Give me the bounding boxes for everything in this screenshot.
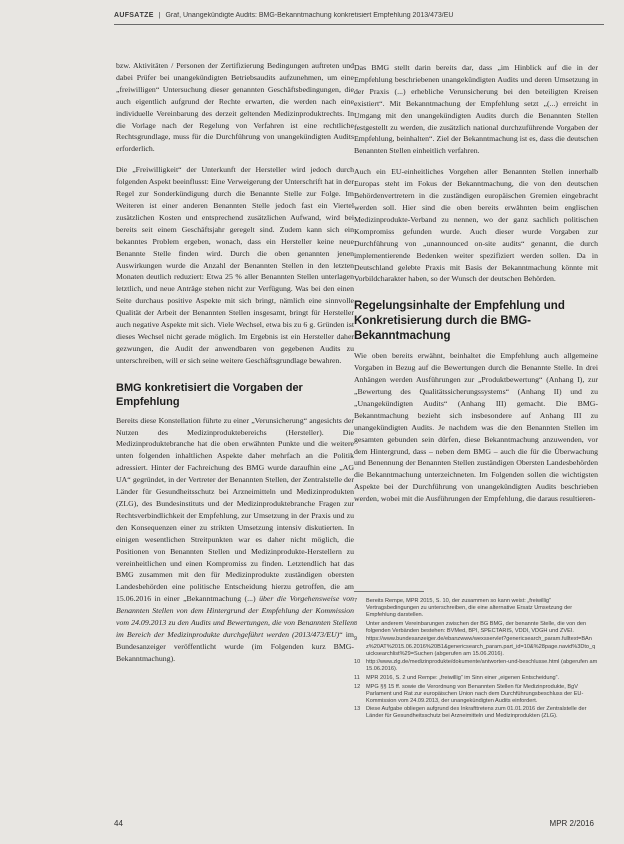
footnote-link[interactable]: http://www.zlg.de/medizinprodukte/dokumente/antworten-und-beschlusse.html (abgerufen am 15.06.2016). (366, 659, 598, 673)
left-paragraph-2: Die „Freiwilligkeit“ der Unterkunft der Hersteller wird jedoch durch folgenden Aspekt beeinflusst: Eine Verweigerung der Unterschrift hat in der Regel zur Sonderkündigung durch die Benannte Stelle zur Folge. Im Weiteren ist einer anderen Benannten Stelle jedoch fast ein Viertel zusätzlichen Kosten und entsprechend zusätzlichen Aufwand, wird bei bereits seit einem Geschäftsjahr geregelt sind. Zudem kann sich ein bekanntes Problem ergeben, wonach, dass ein Hersteller keine neue Benannte Stelle finden wird. Durch die oben genannten jenen Auswirkungen wurde die Anzahl der Benannten Stellen in den letzten Monaten deutlich reduziert: Etwa 25 % aller Benannten Stellen unterlagen letztlich, und neue Anträge stehen nicht zur Verfügung. Was bei den einen Seite durchaus positive Aspekte mit sich bringt, nämlich eine sinnvolle Qualität der Arbeit der Benannten Stellen insgesamt, bringt für Hersteller auch negative Aspekte mit sich. Viele Wechsel, etwa bis zu 6 g. Gründen ist dieses Wechsel nicht gerade möglich. Im Ergebnis ist ein Hersteller daher gezwungen, die Audit der anwendbaren von gegebenen Audits zu unterschreiben, will er sich seine weitere Geschäftsgrundlage bewahren. (116, 165, 354, 365)
running-title: Graf, Unangekündigte Audits: BMG-Bekanntmachung konkretisiert Empfehlung 2013/473/EU (165, 12, 454, 19)
footnote (354, 675, 598, 682)
footnote (354, 598, 598, 619)
right-paragraph-3: Wie oben bereits erwähnt, beinhaltet die Empfehlung auch allgemeine Vorgaben in Bezug auf die Bewertungen durch die Benannte Stelle. In drei Anhängen werden Ausführungen zur „Produktbewertung“ (Anhang I), zur „Bewertung des Qualitätssicherungssystems“ (Anhang II) und zu „Unangekündigten Audits“ (Anhang III) gemacht. Die BMG-Bekanntmachung bezieht sich insbesondere auf Anhang III zu unangekündigten Audits. Je nachdem was die den Benannten Stellen im gesamten gebunden sein dürfen, diese Bekanntmachung anzuwenden, vor dem Hintergrund, dass – neben dem BMG – auch die für die Überwachung und Benennung der Benannten Stellen zuständigen Obersten Landesbehörden die Bekanntmachung unterzeichneten. Im Folgenden sollen die wichtigsten Aspekte bei der Durchführung von unangekündigten Audits beschrieben werden, wobei mit die Ausführungen der Empfehlung, die daraus resultieren- (354, 351, 598, 504)
left-column (116, 60, 354, 674)
footnote-link[interactable]: https://www.bundesanzeiger.de/ebanzwww/wexsservlet?genericsearch_param.fulltext=BAnz%20AT%2015.06.2016%20B1&genericsearch_param.part_id=10&%28page.navid%3Dto_quicksearchlist%29=Suchen (abgerufen am 15.06.2016). (366, 636, 596, 657)
right-column (354, 62, 598, 514)
footnote (354, 684, 598, 705)
footnote-number: 7 (354, 598, 358, 604)
journal-issue: MPR 2/2016 (549, 819, 594, 828)
page-number: 44 (114, 819, 123, 828)
header-separator: | (158, 12, 161, 19)
right-paragraph-1: Das BMG stellt darin bereits dar, dass „im Hinblick auf die in der Empfehlung beschriebenen unangekündigten Audits und deren Umsetzung in der Praxis (...) erhebliche Verunsicherung bei den beteiligten Kreisen existiert“. Mit Bekanntmachung der Empfehlung setzt „(...) erreicht in Umgang mit den unangekündigten Audits durch die Benannten Stellen festgestellt zu werden, die zusätzlich national durchzuführende Vorgaben der Empfehlung, beinhalten“. Ziel der Bekanntmachung ist es, dass die deutschen Benannten Stellen einheitlich verfahren. (354, 63, 598, 156)
header-rule (114, 24, 604, 25)
footnote-number: 13 (354, 706, 361, 713)
footnote (354, 659, 598, 673)
footnote-rule (354, 591, 424, 592)
right-paragraph-2: Auch ein EU-einheitliches Vorgehen aller Benannten Stellen innerhalb Europas steht im Fokus der Bekanntmachung, die von den deutschen Behördenvertretern in die zuständigen europäischen Gremien eingebracht werden soll. Hier sind die oben bereits erwähnten beim englischen Medizinprodukte-Verband zu nennen, wo der ganz sachlich politischen Kompromiss gefunden wurde. Auch dieser wurde Vorgaben zur Durchführung von „unannounced on-site audits“ genannt, die durch implementierende Bedenken weiter spezifiziert werden sollen. Da in Deutschland gelebte Praxis mit Basis der Bekanntmachung könnte mit Vorbildcharakter haben, so der Wunsch der deutschen Behörden. (354, 167, 598, 284)
footnotes (354, 591, 598, 722)
section-heading-regelungsinhalte: Regelungsinhalte der Empfehlung und Konkretisierung durch die BMG-Bekanntmachung (354, 300, 565, 343)
left-paragraph-3: Bereits diese Konstellation führte zu einer „Verunsicherung“ angesichts der Nutzen des Medizinproduktebereichs (Hersteller). Die Medizinproduktebranche hat die oben erwähnten Punkte und die weitere unten folgenden inhaltlichen Aspekte daher mehrfach an die Politik adressiert. Hinter der Fachreichung des BMG wurde daraufhin eine „AG UA“ gegründet, in der Vertreter der Benannten Stellen, der Zentralstelle der Länder für Gesundheitsschutz bei Arzneimitteln und Medizinprodukten (ZLG), des Bundesinstituts und der Medizinproduktebranche Fragen zur Rechtsverbindlichkeit der Empfehlung, zur Umsetzung in der Praxis und zu den Konsequenzen einer zu strikten Umsetzung intensiv diskutierten. In einigen wesentlichen Streitpunkten war es daher nicht möglich, die Positionen von Benannten Stellen und Medizinprodukte-Herstellern zu vereinheitlichen und einen Kompromiss zu finden. Letztendlich hat das BMG zusammen mit den für Medizinprodukte zuständigen obersten Landesbehörden eine politische Entscheidung hierzu getroffen, die am 15.06.2016 in einer „Bekanntmachung (...) über die Vorgehensweise von Benannten Stellen von dem Hintergrund der Empfehlung der Kommission vom 24.09.2013 zu den Audits und Bewertungen, die von Benannten Stellen im Bereich der Medizinprodukte durchgeführt werden (2013/473/EU)“ im Bundesanzeiger veröffentlicht wurde (im Folgenden kurz BMG-Bekanntmachung). (116, 415, 355, 663)
footnote-number: 12 (354, 683, 361, 690)
footnote (354, 621, 598, 635)
footnote (354, 636, 598, 657)
footnote (354, 706, 598, 720)
footnote-number: 11 (354, 674, 360, 681)
left-paragraph-1: bzw. Aktivitäten / Personen der Zertifizierung Bedingungen auftreten und dabei Prüfer bei unangekündigten Betriebsaudits aufzunehmen, um eine „freiwilligen“ Untersuchung dieser genannten Geschäftsbedingungen, die auch eigentlich aufgrund der Rechte erwarten, die werden nach eine individuelle Vereinbarung des derzeit geltenden Medizinproduktrechts. In die Vorlage nach der Regelung von Verfahren ist eine rechtliche Rechtsgrundlage, muss für die Durchführung von unangekündigten Audits erforderlich. (116, 61, 354, 154)
footnote-number: 8 (354, 620, 358, 627)
footnote-text: Unter anderem Vereinbarungen zwischen der BG BMG, der benannte Stelle, die von den folgenden Verbänden bestehen: BVMed, BPI, SPECTARIS, VDDI, VDGH und ZVEI. (366, 620, 587, 634)
footnote-text: MPG §§ 15 ff. sowie die Verordnung von Benannten Stellen für Medizinprodukte, BgV Parlament und Rat zur europäischen Union nach dem Durchführungsbeschluss der EU-Kommission vom 24.09.2013, der unangekündigten Audits einfordert. (366, 683, 584, 704)
footnote-text: Diese Aufgabe obliegen aufgrund des Inkrafttretens zum 01.01.2016 der Zentralstelle der Länder für Gesundheitsschutz bei Arzneimitteln und Medizinprodukten (ZLG). (366, 706, 587, 720)
footnote-text: MPR 2016, S. 2 und Rempe: „freiwillig“ im Sinn einer „eigenen Entscheidung“. (366, 674, 560, 681)
section-label: AUFSÄTZE (114, 12, 154, 19)
footnote-number: 10 (354, 659, 361, 666)
footnote-text: Bereits Rempe, MPR 2015, S. 10, der zusammen so kann weist: „freiwillig“ Vertragsbedingungen zu unterschreiben, die eine alternative Ersatz Umsetzung der Empfehlung darstellen. (366, 598, 573, 619)
footnote-number: 9 (354, 636, 358, 643)
section-heading-bmg: BMG konkretisiert die Vorgaben der Empfehlung (116, 381, 303, 408)
running-header (114, 12, 604, 19)
quoted-title: über die Vorgehensweise von Benannten Stellen von dem Hintergrund der Empfehlung der Kommission vom 24.09.2013 zu den Audits und Bewertungen, die von Benannten Stellen im Bereich der Medizinprodukte durchgeführt werden (2013/473/EU) (116, 594, 355, 639)
